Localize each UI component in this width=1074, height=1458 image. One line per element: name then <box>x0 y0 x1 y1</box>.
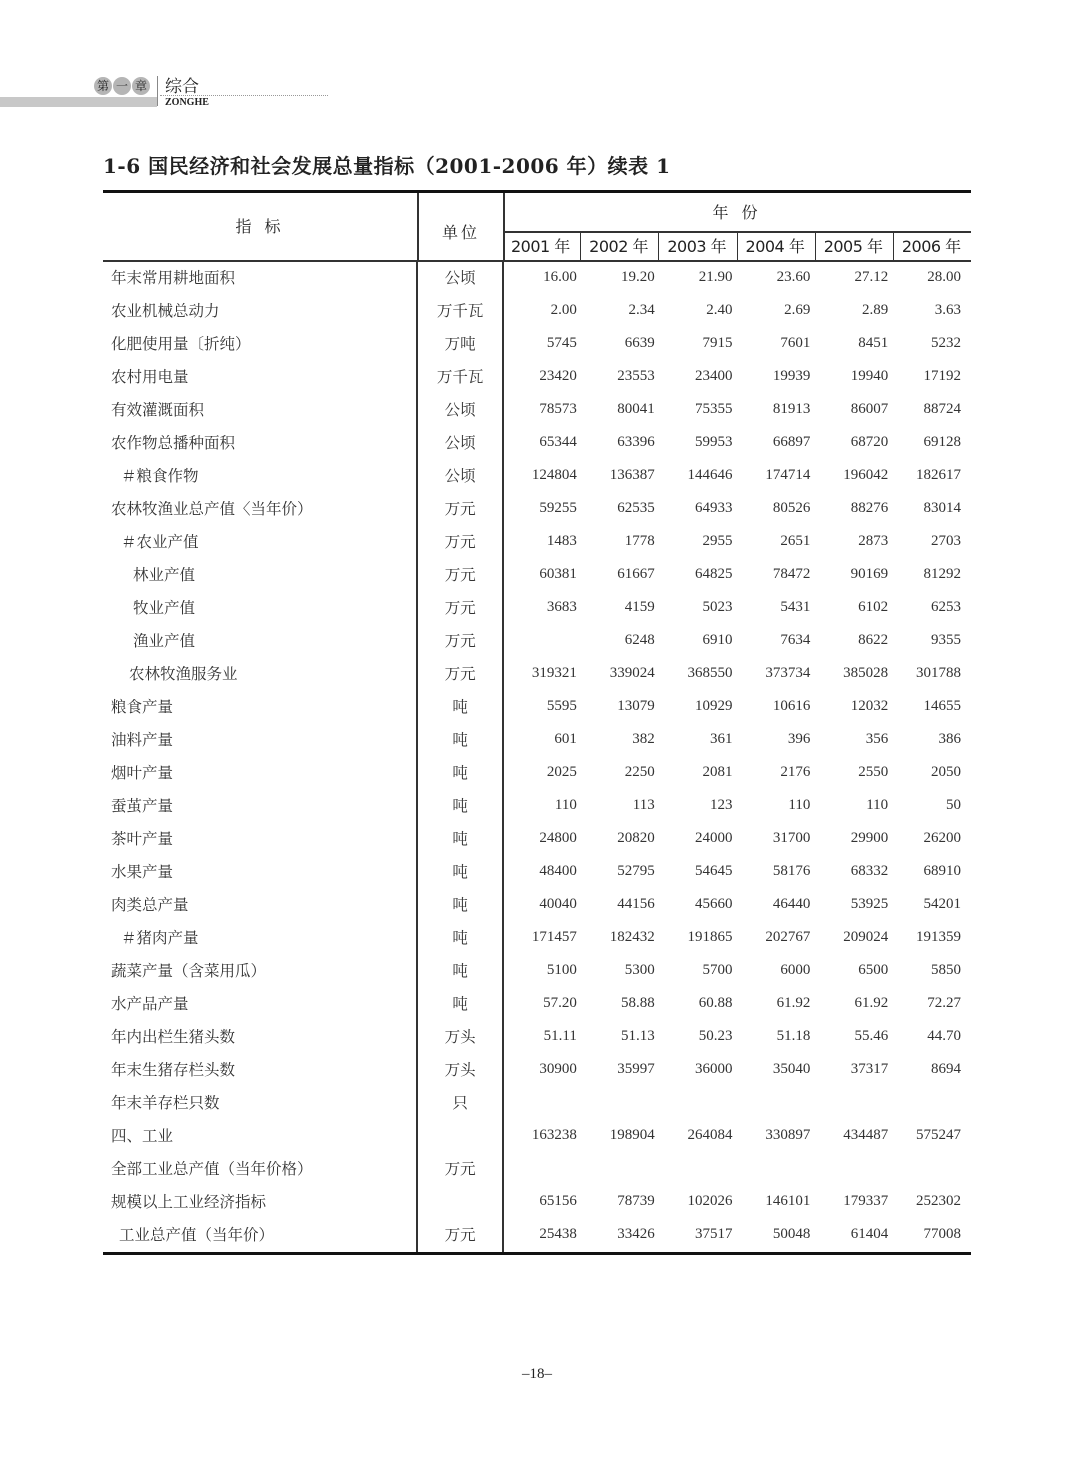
chapter-badge <box>94 77 150 95</box>
cell-value: 434487 <box>843 1127 889 1143</box>
cell-value: 1483 <box>546 533 577 549</box>
cell-value: 102026 <box>687 1193 733 1209</box>
row-label: 林业产值 <box>133 566 196 584</box>
cell-value: 2873 <box>858 533 889 549</box>
cell-value: 2703 <box>931 533 962 549</box>
data-table <box>103 190 971 1255</box>
row-unit: 万头 <box>416 1021 504 1054</box>
cell-value: 72.27 <box>927 995 962 1011</box>
row-unit: 吨 <box>416 889 504 922</box>
table-row <box>103 856 971 889</box>
header-year-group: 年 份 <box>503 193 971 233</box>
row-unit <box>416 1186 504 1219</box>
cell-value: 252302 <box>916 1193 962 1209</box>
cell-value: 5745 <box>546 335 577 351</box>
cell-value: 29900 <box>850 830 889 846</box>
cell-value: 78739 <box>617 1193 655 1209</box>
table-title: 1-6 国民经济和社会发展总量指标（2001-2006 年）续表 1 <box>103 154 671 178</box>
cell-value: 339024 <box>609 665 655 681</box>
row-label: 油料产量 <box>111 731 174 749</box>
cell-value <box>738 1087 816 1120</box>
row-unit: 公顷 <box>416 460 504 493</box>
cell-value: 64825 <box>695 566 733 582</box>
cell-value: 40040 <box>539 896 577 912</box>
cell-value <box>504 1153 582 1186</box>
row-unit: 公顷 <box>416 262 504 295</box>
table-row <box>103 1021 971 1054</box>
cell-value: 2955 <box>702 533 733 549</box>
cell-value: 44.70 <box>927 1028 962 1044</box>
cell-value: 86007 <box>850 401 889 417</box>
cell-value <box>660 1087 738 1120</box>
row-unit: 吨 <box>416 955 504 988</box>
cell-value: 35040 <box>772 1061 811 1077</box>
table-row <box>103 757 971 790</box>
cell-value: 52795 <box>617 863 655 879</box>
header-unit: 单位 <box>417 193 505 260</box>
cell-value: 30900 <box>539 1061 577 1077</box>
cell-value: 69128 <box>923 434 962 450</box>
row-label: 肉类总产量 <box>111 896 189 914</box>
cell-value: 28.00 <box>927 269 962 285</box>
header-year: 2001 年 <box>503 233 581 260</box>
table-header <box>103 193 971 262</box>
table-row <box>103 526 971 559</box>
table-row <box>103 790 971 823</box>
cell-value: 330897 <box>765 1127 811 1143</box>
cell-value: 2250 <box>624 764 655 780</box>
cell-value: 2081 <box>702 764 733 780</box>
cell-value: 44156 <box>617 896 655 912</box>
cell-value: 2.34 <box>628 302 655 318</box>
header-year: 2003 年 <box>659 233 737 260</box>
table-row <box>103 1186 971 1219</box>
cell-value: 191865 <box>687 929 733 945</box>
cell-value: 124804 <box>531 467 577 483</box>
cell-value: 24800 <box>539 830 577 846</box>
cell-value: 78573 <box>539 401 577 417</box>
cell-value: 23.60 <box>776 269 811 285</box>
cell-value: 5595 <box>546 698 577 714</box>
table-row <box>103 625 971 658</box>
cell-value: 179337 <box>843 1193 889 1209</box>
row-unit: 吨 <box>416 856 504 889</box>
table-row <box>103 295 971 328</box>
cell-value: 368550 <box>687 665 733 681</box>
cell-value: 61667 <box>617 566 655 582</box>
cell-value: 66897 <box>772 434 811 450</box>
cell-value: 68332 <box>850 863 889 879</box>
row-unit: 只 <box>416 1087 504 1120</box>
table-row <box>103 361 971 394</box>
row-label: 年末羊存栏只数 <box>111 1094 220 1112</box>
header-years <box>503 233 971 260</box>
row-label: 粮食产量 <box>111 698 174 716</box>
row-unit: 吨 <box>416 757 504 790</box>
cell-value: 3.63 <box>934 302 962 318</box>
cell-value: 54645 <box>695 863 733 879</box>
cell-value: 6639 <box>624 335 655 351</box>
row-label: ＃粮食作物 <box>121 467 199 485</box>
cell-value: 68910 <box>923 863 962 879</box>
cell-value: 53925 <box>850 896 889 912</box>
table-row <box>103 592 971 625</box>
cell-value: 26200 <box>923 830 962 846</box>
cell-value: 61404 <box>850 1226 889 1242</box>
cell-value: 20820 <box>617 830 655 846</box>
row-label: 规模以上工业经济指标 <box>111 1193 267 1211</box>
cell-value: 2176 <box>780 764 811 780</box>
cell-value: 19.20 <box>620 269 655 285</box>
cell-value: 88276 <box>850 500 889 516</box>
row-label: 水产品产量 <box>111 995 189 1013</box>
cell-value <box>504 1087 582 1120</box>
cell-value: 7601 <box>780 335 811 351</box>
row-label: 牧业产值 <box>133 599 196 617</box>
table-row <box>103 559 971 592</box>
row-unit: 万元 <box>416 658 504 691</box>
cell-value <box>893 1153 971 1186</box>
row-unit: 万元 <box>416 493 504 526</box>
cell-value: 301788 <box>915 665 961 681</box>
cell-value: 83014 <box>923 500 962 516</box>
row-unit: 万元 <box>416 1219 504 1252</box>
cell-value: 174714 <box>765 467 811 483</box>
table-row <box>103 262 971 295</box>
cell-value: 163238 <box>531 1127 577 1143</box>
cell-value: 110 <box>788 797 811 813</box>
cell-value: 8451 <box>858 335 889 351</box>
cell-value: 8622 <box>858 632 889 648</box>
cell-value: 2550 <box>858 764 889 780</box>
cell-value: 46440 <box>772 896 811 912</box>
cell-value: 3683 <box>546 599 577 615</box>
cell-value: 80526 <box>772 500 811 516</box>
cell-value: 5232 <box>931 335 962 351</box>
row-label: 年内出栏生猪头数 <box>111 1028 236 1046</box>
table-row <box>103 1219 971 1252</box>
cell-value <box>660 1153 738 1186</box>
cell-value: 171457 <box>531 929 577 945</box>
cell-value: 64933 <box>695 500 733 516</box>
table-row <box>103 328 971 361</box>
cell-value <box>738 1153 816 1186</box>
cell-value: 136387 <box>609 467 655 483</box>
cell-value: 113 <box>632 797 655 813</box>
cell-value: 182432 <box>609 929 655 945</box>
cell-value: 7915 <box>702 335 733 351</box>
cell-value: 2050 <box>931 764 962 780</box>
cell-value: 61.92 <box>854 995 889 1011</box>
cell-value: 65344 <box>539 434 577 450</box>
cell-value: 2.40 <box>706 302 733 318</box>
row-unit: 万元 <box>416 1153 504 1186</box>
header-year: 2005 年 <box>816 233 894 260</box>
row-label: 蚕茧产量 <box>111 797 174 815</box>
cell-value: 37517 <box>695 1226 733 1242</box>
row-label: 年末常用耕地面积 <box>111 269 236 287</box>
cell-value: 19940 <box>850 368 889 384</box>
row-label: 农林牧渔服务业 <box>129 665 238 683</box>
cell-value: 25438 <box>539 1226 577 1242</box>
cell-value: 62535 <box>617 500 655 516</box>
row-unit: 吨 <box>416 988 504 1021</box>
cell-value: 182617 <box>916 467 962 483</box>
cell-value: 6248 <box>624 632 655 648</box>
cell-value: 65156 <box>539 1193 577 1209</box>
header-separator <box>157 76 158 106</box>
cell-value: 27.12 <box>854 269 889 285</box>
cell-value: 36000 <box>695 1061 733 1077</box>
cell-value <box>893 1087 971 1120</box>
cell-value: 1778 <box>624 533 655 549</box>
cell-value: 80041 <box>617 401 655 417</box>
cell-value: 196042 <box>843 467 889 483</box>
table-row <box>103 1087 971 1120</box>
cell-value: 6000 <box>780 962 811 978</box>
row-unit: 万元 <box>416 526 504 559</box>
cell-value: 2.69 <box>784 302 811 318</box>
cell-value <box>582 1153 660 1186</box>
cell-value: 110 <box>866 797 889 813</box>
cell-value: 6500 <box>858 962 889 978</box>
cell-value: 35997 <box>617 1061 655 1077</box>
header-indicator: 指 标 <box>235 217 285 236</box>
row-label: 年末生猪存栏头数 <box>111 1061 236 1079</box>
cell-value: 55.46 <box>854 1028 889 1044</box>
cell-value: 6910 <box>702 632 733 648</box>
table-row <box>103 1120 971 1153</box>
row-label: 渔业产值 <box>133 632 196 650</box>
cell-value: 81913 <box>772 401 811 417</box>
cell-value: 50048 <box>772 1226 811 1242</box>
cell-value: 19939 <box>772 368 811 384</box>
cell-value: 2.89 <box>861 302 889 318</box>
cell-value: 59255 <box>539 500 577 516</box>
row-label: 四、工业 <box>111 1127 174 1145</box>
row-unit: 万元 <box>416 592 504 625</box>
cell-value: 361 <box>710 731 733 747</box>
cell-value: 23553 <box>617 368 655 384</box>
cell-value: 144646 <box>687 467 733 483</box>
table-row <box>103 460 971 493</box>
table-row <box>103 658 971 691</box>
row-label: 有效灌溉面积 <box>111 401 205 419</box>
cell-value: 356 <box>865 731 889 747</box>
chapter-char: 第 <box>94 77 112 95</box>
cell-value: 2.00 <box>550 302 577 318</box>
cell-value: 45660 <box>695 896 733 912</box>
cell-value: 58176 <box>772 863 811 879</box>
row-unit <box>416 1120 504 1153</box>
cell-value: 6102 <box>858 599 889 615</box>
row-label: 水果产量 <box>111 863 174 881</box>
cell-value: 123 <box>710 797 733 813</box>
cell-value: 51.13 <box>620 1028 655 1044</box>
row-label: 烟叶产量 <box>111 764 174 782</box>
cell-value: 50 <box>946 797 962 813</box>
cell-value: 2025 <box>546 764 577 780</box>
row-unit: 吨 <box>416 790 504 823</box>
cell-value: 37317 <box>850 1061 889 1077</box>
cell-value: 16.00 <box>543 269 577 285</box>
cell-value: 81292 <box>923 566 961 582</box>
cell-value: 48400 <box>539 863 577 879</box>
cell-value: 60.88 <box>698 995 733 1011</box>
cell-value: 386 <box>938 731 962 747</box>
cell-value: 575247 <box>916 1127 962 1143</box>
table-body <box>103 262 971 1252</box>
table-row <box>103 724 971 757</box>
cell-value: 5431 <box>780 599 811 615</box>
cell-value <box>815 1153 893 1186</box>
cell-value: 5300 <box>624 962 655 978</box>
table-row <box>103 394 971 427</box>
cell-value: 5700 <box>702 962 733 978</box>
table-row <box>103 889 971 922</box>
row-label: 茶叶产量 <box>111 830 174 848</box>
cell-value: 9355 <box>930 632 961 648</box>
cell-value: 78472 <box>772 566 811 582</box>
header-dotted-rule <box>160 95 328 96</box>
cell-value: 2651 <box>780 533 811 549</box>
cell-value: 7634 <box>780 632 811 648</box>
cell-value: 5850 <box>931 962 962 978</box>
cell-value: 396 <box>787 731 811 747</box>
cell-value: 198904 <box>609 1127 655 1143</box>
table-row <box>103 691 971 724</box>
cell-value: 385028 <box>843 665 889 681</box>
row-unit: 万头 <box>416 1054 504 1087</box>
table-row <box>103 493 971 526</box>
row-unit: 万千瓦 <box>416 295 504 328</box>
chapter-char: 一 <box>113 77 131 95</box>
cell-value: 4159 <box>624 599 655 615</box>
cell-value: 5100 <box>546 962 577 978</box>
cell-value: 10929 <box>695 698 733 714</box>
table-bottom-rule <box>103 1252 971 1255</box>
row-label: 蔬菜产量（含菜用瓜） <box>111 962 267 980</box>
table-row <box>103 1054 971 1087</box>
cell-value: 57.20 <box>543 995 577 1011</box>
header-year: 2002 年 <box>581 233 659 260</box>
cell-value: 88724 <box>923 401 962 417</box>
row-unit: 吨 <box>416 823 504 856</box>
page-number: –18– <box>522 1366 552 1382</box>
cell-value: 10616 <box>772 698 811 714</box>
cell-value: 33426 <box>617 1226 655 1242</box>
cell-value: 61.92 <box>776 995 811 1011</box>
chapter-char: 章 <box>132 77 150 95</box>
section-title: 综合 <box>165 77 199 97</box>
cell-value: 373734 <box>765 665 811 681</box>
row-label: 全部工业总产值（当年价格） <box>111 1160 313 1178</box>
header-year: 2004 年 <box>738 233 816 260</box>
cell-value <box>504 625 582 658</box>
row-label: 工业总产值（当年价） <box>119 1226 275 1244</box>
section-title-en: ZONGHE <box>165 97 209 108</box>
cell-value: 21.90 <box>698 269 733 285</box>
cell-value <box>582 1087 660 1120</box>
cell-value: 68720 <box>850 434 889 450</box>
row-label: 农林牧渔业总产值〈当年价） <box>111 500 313 518</box>
cell-value: 17192 <box>923 368 962 384</box>
header-year: 2006 年 <box>901 237 961 256</box>
row-label: 农业机械总动力 <box>111 302 220 320</box>
cell-value: 6253 <box>930 599 961 615</box>
cell-value: 50.23 <box>698 1028 733 1044</box>
cell-value: 59953 <box>695 434 733 450</box>
cell-value: 264084 <box>687 1127 733 1143</box>
cell-value: 24000 <box>695 830 733 846</box>
cell-value: 13079 <box>617 698 655 714</box>
cell-value: 601 <box>554 731 577 747</box>
cell-value: 31700 <box>772 830 811 846</box>
cell-value: 23420 <box>539 368 577 384</box>
cell-value: 191359 <box>916 929 962 945</box>
row-unit: 吨 <box>416 724 504 757</box>
table-row <box>103 427 971 460</box>
cell-value: 146101 <box>765 1193 811 1209</box>
table-row <box>103 922 971 955</box>
table-row <box>103 1153 971 1186</box>
cell-value: 14655 <box>923 698 962 714</box>
row-label: 农村用电量 <box>111 368 189 386</box>
cell-value <box>815 1087 893 1120</box>
cell-value: 75355 <box>695 401 733 417</box>
cell-value: 319321 <box>531 665 577 681</box>
cell-value: 12032 <box>850 698 889 714</box>
cell-value: 60381 <box>539 566 577 582</box>
cell-value: 51.11 <box>543 1028 577 1044</box>
row-unit: 吨 <box>416 691 504 724</box>
header-bar <box>0 97 157 107</box>
row-label: 化肥使用量〔折纯） <box>111 335 251 353</box>
cell-value: 51.18 <box>776 1028 811 1044</box>
row-unit: 公顷 <box>416 427 504 460</box>
cell-value: 382 <box>632 731 655 747</box>
cell-value: 58.88 <box>620 995 655 1011</box>
cell-value: 23400 <box>695 368 733 384</box>
table-row <box>103 955 971 988</box>
cell-value: 5023 <box>702 599 733 615</box>
row-unit: 万元 <box>416 559 504 592</box>
cell-value: 209024 <box>843 929 889 945</box>
table-row <box>103 823 971 856</box>
row-label: ＃猪肉产量 <box>121 929 199 947</box>
cell-value: 54201 <box>923 896 962 912</box>
row-unit: 万吨 <box>416 328 504 361</box>
cell-value: 63396 <box>617 434 655 450</box>
row-label: ＃农业产值 <box>121 533 199 551</box>
row-unit: 万元 <box>416 625 504 658</box>
row-label: 农作物总播种面积 <box>111 434 236 452</box>
table-row <box>103 988 971 1021</box>
row-unit: 万千瓦 <box>416 361 504 394</box>
cell-value: 90169 <box>850 566 889 582</box>
cell-value: 8694 <box>931 1061 962 1077</box>
row-unit: 公顷 <box>416 394 504 427</box>
cell-value: 110 <box>554 797 577 813</box>
row-unit: 吨 <box>416 922 504 955</box>
cell-value: 202767 <box>765 929 811 945</box>
cell-value: 77008 <box>923 1226 962 1242</box>
